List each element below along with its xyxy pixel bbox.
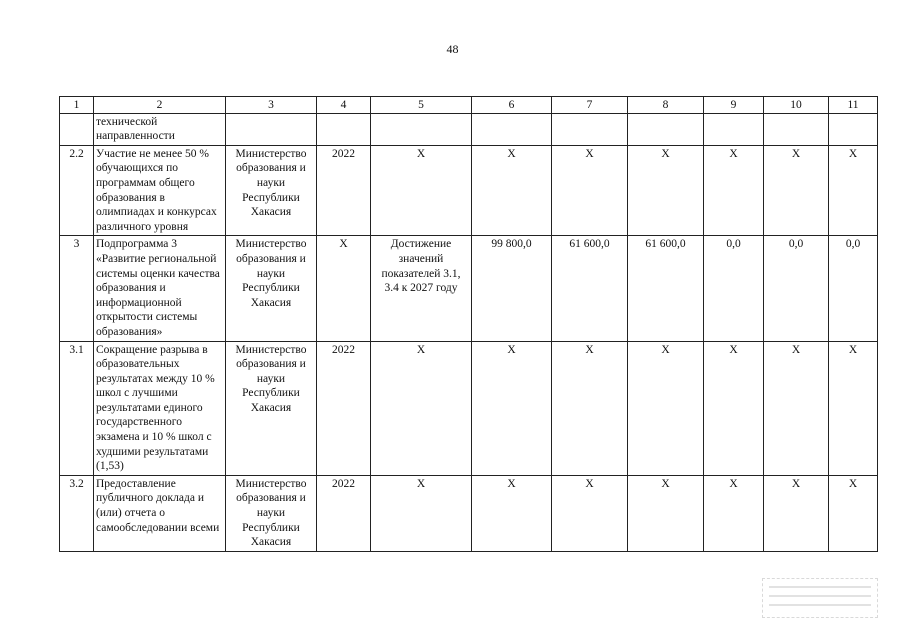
page-number: 48 (446, 42, 459, 56)
table-cell: X (552, 475, 628, 551)
column-header: 5 (371, 97, 472, 114)
table-cell: X (472, 475, 552, 551)
table-cell (552, 113, 628, 145)
column-header: 6 (472, 97, 552, 114)
row-organization: Министерство образования и науки Республики Хакасия (226, 341, 317, 475)
table-cell: X (472, 341, 552, 475)
column-header: 11 (829, 97, 878, 114)
program-table (59, 96, 878, 552)
row-name: Участие не менее 50 % обучающихся по программам общего образования в олимпиадах и конкурсах различного уровня (94, 145, 226, 236)
column-header: 2 (94, 97, 226, 114)
table-cell: X (371, 475, 472, 551)
table-cell (317, 113, 371, 145)
table-cell: X (472, 145, 552, 236)
column-header: 9 (704, 97, 764, 114)
table-cell: X (628, 341, 704, 475)
table-cell: X (552, 341, 628, 475)
row-organization: Министерство образования и науки Республики Хакасия (226, 145, 317, 236)
table-cell: X (628, 145, 704, 236)
table-cell (371, 113, 472, 145)
column-header: 10 (764, 97, 829, 114)
faded-stamp (762, 578, 878, 618)
row-number: 2.2 (60, 145, 94, 236)
table-cell: X (764, 145, 829, 236)
row-number: 3 (60, 236, 94, 341)
table-cell: X (704, 475, 764, 551)
table-cell: X (764, 475, 829, 551)
table-cell: X (704, 145, 764, 236)
table-cell (764, 113, 829, 145)
table-cell: 99 800,0 (472, 236, 552, 341)
table-cell: 0,0 (704, 236, 764, 341)
table-row (60, 113, 878, 145)
table-row (60, 341, 878, 475)
table-cell: X (829, 145, 878, 236)
column-header: 8 (628, 97, 704, 114)
row-name: технической направленности (94, 113, 226, 145)
table-cell: X (552, 145, 628, 236)
row-name: Подпрограмма 3 «Развитие региональной системы оценки качества образования и информационной открытости системы образования» (94, 236, 226, 341)
table-cell: X (628, 475, 704, 551)
table-cell: 0,0 (764, 236, 829, 341)
column-header: 7 (552, 97, 628, 114)
table-cell (472, 113, 552, 145)
table-cell (829, 113, 878, 145)
table-cell: 61 600,0 (628, 236, 704, 341)
row-organization: Министерство образования и науки Республики Хакасия (226, 236, 317, 341)
table-cell (704, 113, 764, 145)
table-cell: 61 600,0 (552, 236, 628, 341)
row-organization: Министерство образования и науки Республики Хакасия (226, 475, 317, 551)
column-header: 4 (317, 97, 371, 114)
column-header: 1 (60, 97, 94, 114)
table-cell: X (371, 341, 472, 475)
row-number (60, 113, 94, 145)
table-cell: X (704, 341, 764, 475)
table-cell: Достижение значений показателей 3.1, 3.4 к 2027 году (371, 236, 472, 341)
table-cell (628, 113, 704, 145)
table-cell: X (764, 341, 829, 475)
row-name: Предоставление публичного доклада и (или) отчета о самообследовании всеми (94, 475, 226, 551)
table-cell: 0,0 (829, 236, 878, 341)
row-name: Сокращение разрыва в образовательных результатах между 10 % школ с лучшими результатами единого государственного экзамена и 10 % школ с худшими результатами (1,53) (94, 341, 226, 475)
table-row (60, 475, 878, 551)
column-header: 3 (226, 97, 317, 114)
table-cell: X (829, 341, 878, 475)
table-cell: X (317, 236, 371, 341)
table-cell: 2022 (317, 341, 371, 475)
table-header-row (60, 97, 878, 114)
table-cell: X (829, 475, 878, 551)
table-row (60, 145, 878, 236)
table-cell (226, 113, 317, 145)
table-cell: 2022 (317, 145, 371, 236)
table-cell: X (371, 145, 472, 236)
row-number: 3.1 (60, 341, 94, 475)
table-row (60, 236, 878, 341)
table-cell: 2022 (317, 475, 371, 551)
row-number: 3.2 (60, 475, 94, 551)
